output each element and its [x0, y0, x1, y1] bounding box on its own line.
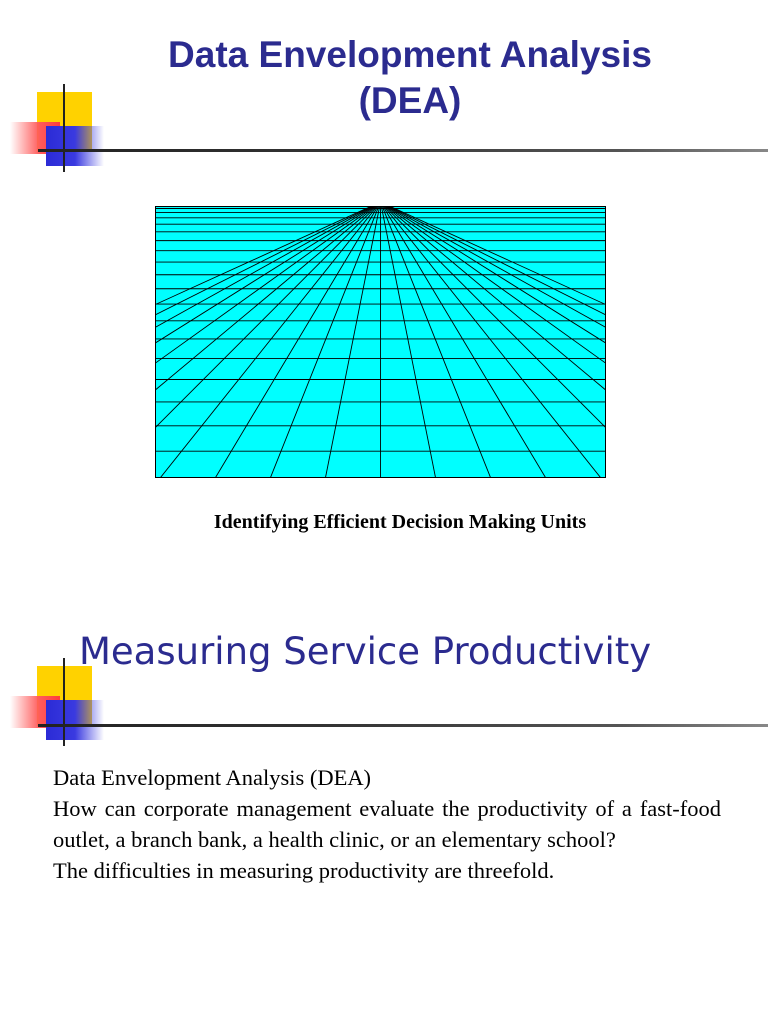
body-paragraph: The difficulties in measuring productivity are threefold.	[53, 858, 555, 883]
perspective-grid-figure	[155, 206, 606, 478]
figure-caption: Identifying Efficient Decision Making Units	[213, 511, 587, 533]
slide-title-line-1: Data Envelopment Analysis	[168, 34, 652, 75]
slide-logo-decoration	[0, 600, 768, 780]
slide-2	[0, 600, 768, 1024]
slide-title: Measuring Service Productivity	[79, 630, 652, 673]
slide-title	[110, 32, 710, 124]
body-paragraph: Data Envelopment Analysis (DEA)	[53, 765, 372, 790]
slide-body	[53, 762, 721, 886]
body-paragraph: How can corporate management evaluate the productivity of a fast-food outlet, a branch bank, a health clinic, or an elementary school?	[53, 796, 721, 852]
slide-title-line-2: (DEA)	[358, 80, 462, 121]
